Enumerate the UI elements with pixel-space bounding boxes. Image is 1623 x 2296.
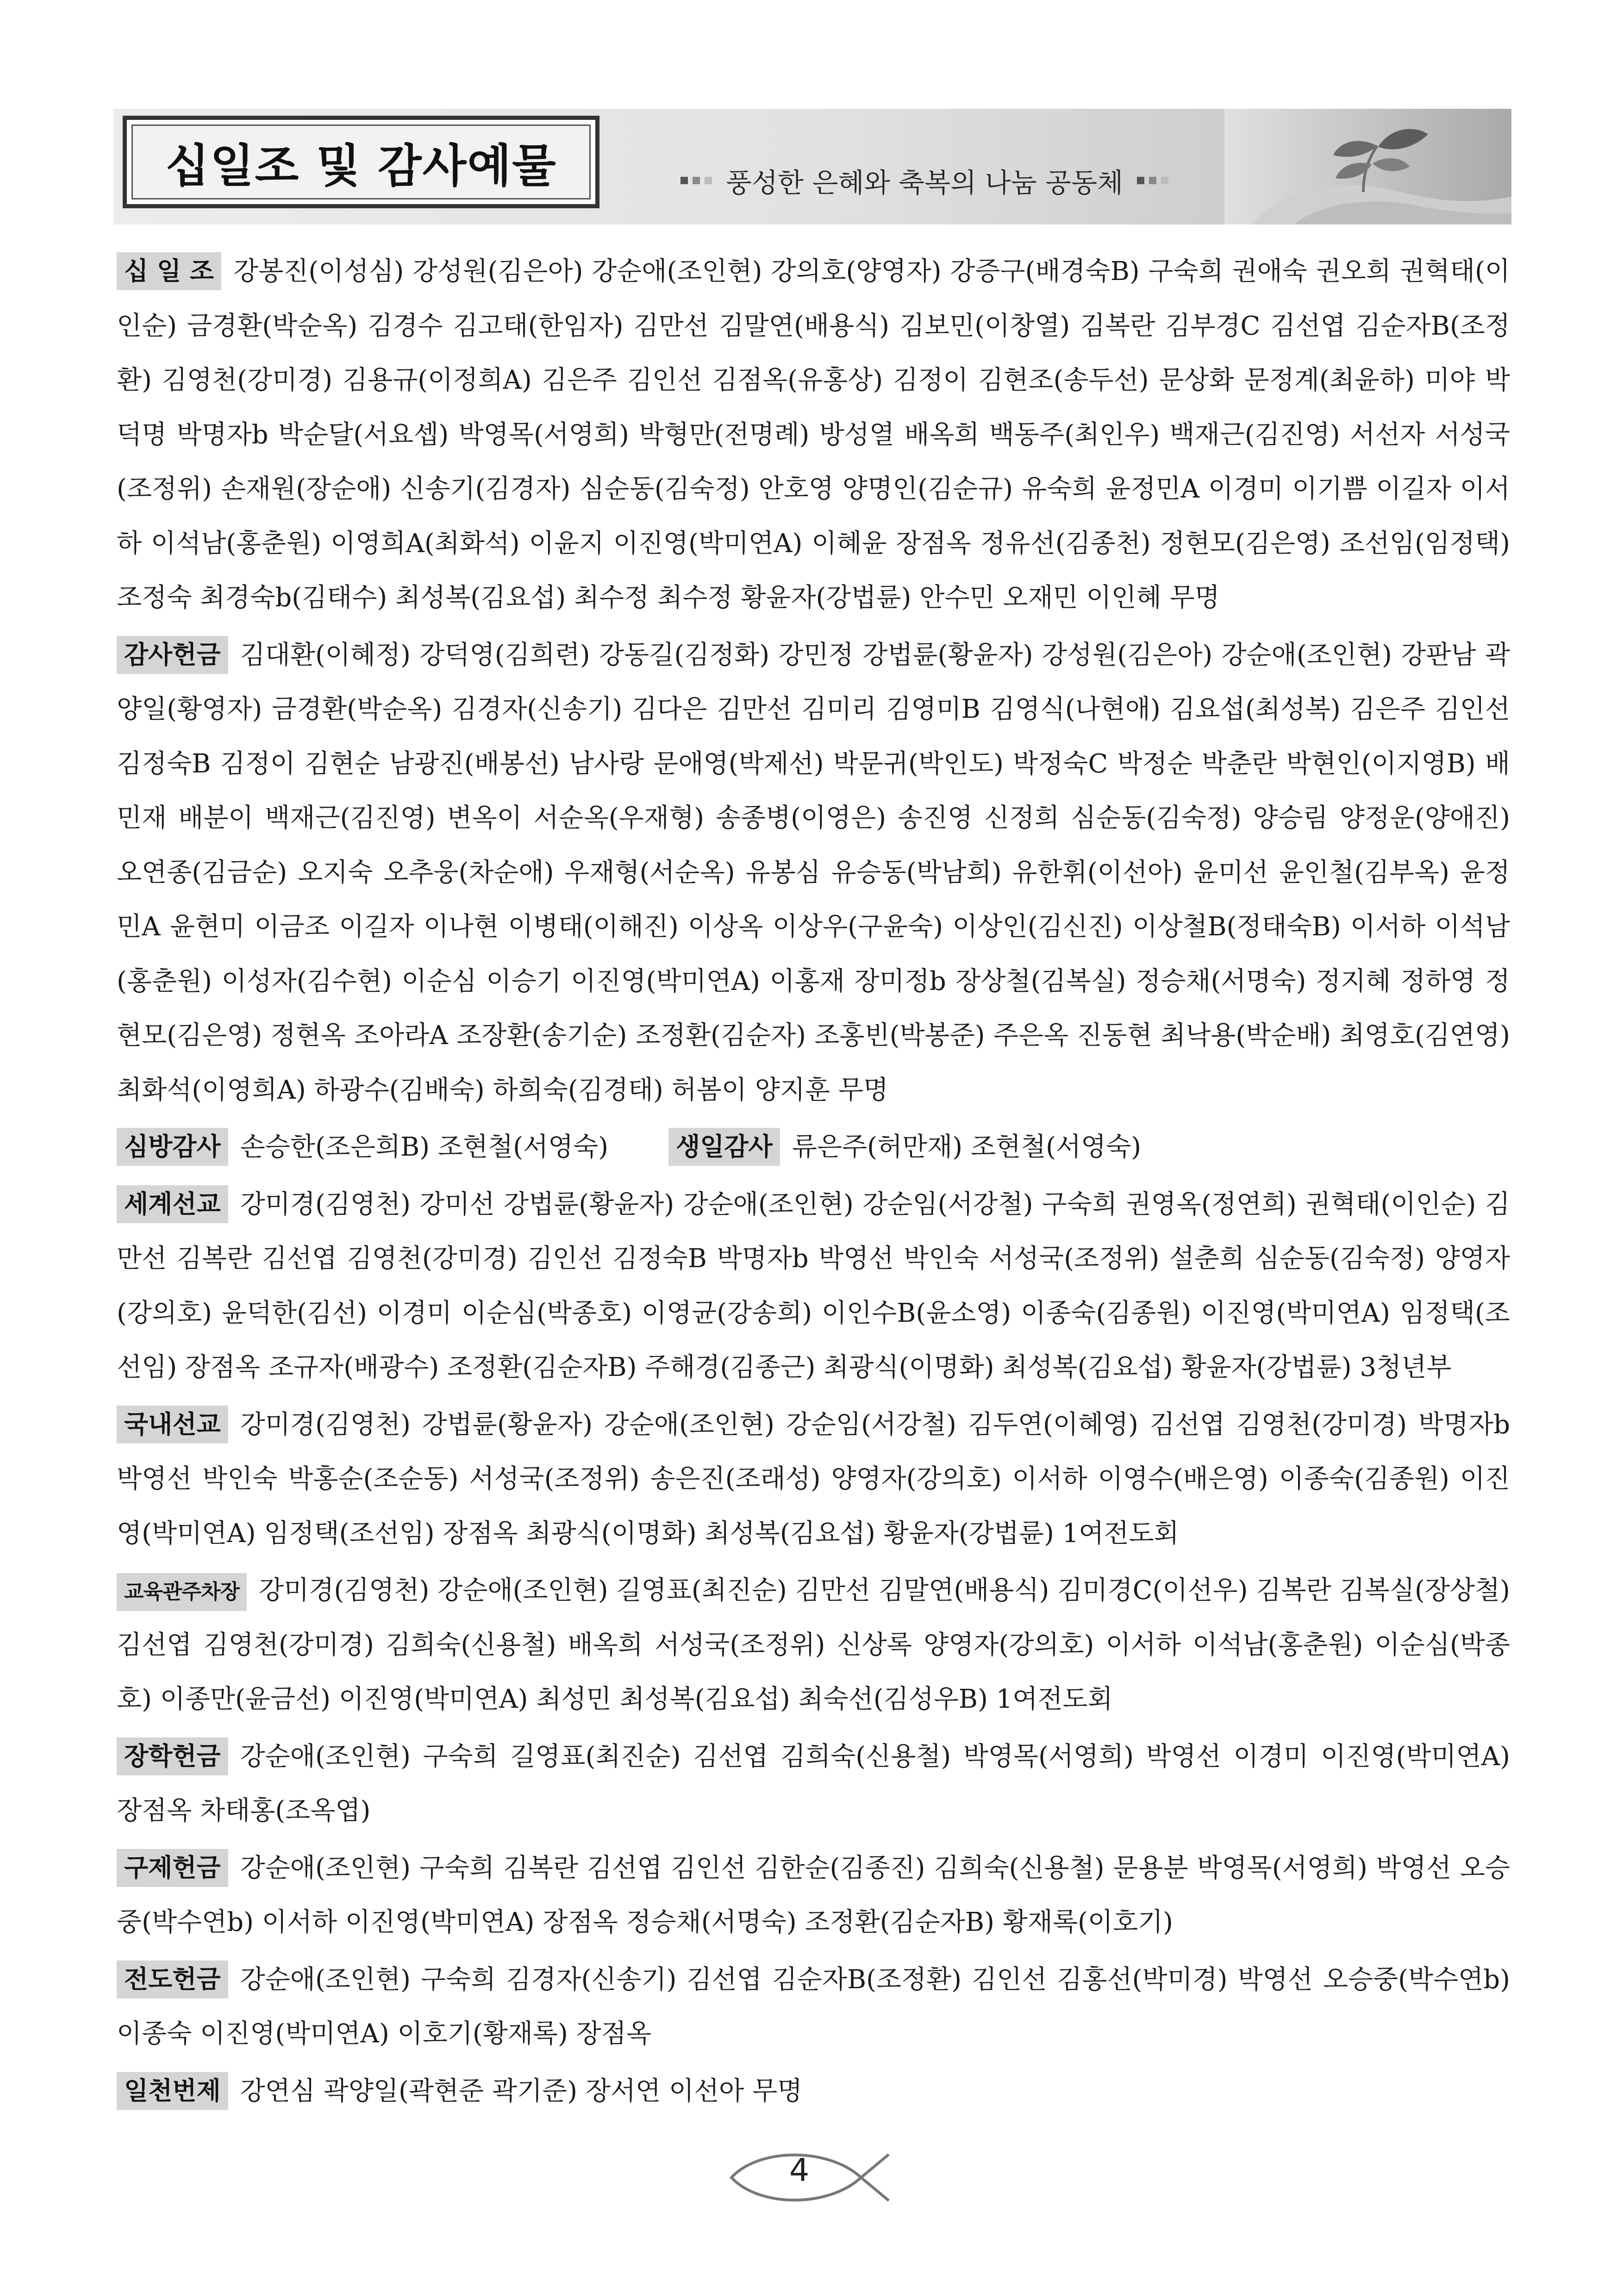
- section-label: 전도헌금: [117, 1960, 228, 1998]
- section-names: 손승한(조은희B) 조현철(서영숙): [240, 1132, 609, 1162]
- section-domestic-mission: [117, 1398, 1510, 1561]
- section-label: 국내선교: [117, 1406, 228, 1444]
- page-footer: [722, 2143, 898, 2212]
- page-number: 4: [789, 2152, 810, 2189]
- section-names: 김대환(이혜정) 강덕영(김희련) 강동길(김정화) 강민정 강법륜(황윤자) 강성원(김은아) 강순애(조인현) 강판남 곽양일(황영자) 금경환(박순옥) 김경자(신송기) 김다은 김만선 김미리 김영미B 김영식(나현애) 김요섭(최성복) 김은주 김인선 김정숙B 김정이 김현순 남광진(배봉선) 남사랑 문애영(박제선) 박문귀(박인도) 박정숙C 박정순 박춘란 박현인(이지영B) 배민재 배분이 백재근(김진영) 변옥이 서순옥(우재형) 송종병(이영은) 송진영 신정희 심순동(김숙정) 양승림 양정운(양애진) 오연종(김금순) 오지숙 오추웅(차순애) 우재형(서순옥) 유봉심 유승동(박남희) 유한휘(이선아) 윤미선 윤인철(김부옥) 윤정민A 윤현미 이금조 이길자 이나현 이병태(이해진) 이상옥 이상우(구윤숙) 이상인(김신진) 이상철B(정태숙B) 이서하 이석남(홍춘원) 이성자(김수현) 이순심 이승기 이진영(박미연A) 이홍재 장미정b 장상철(김복실) 정승채(서명숙) 정지혜 정하영 정현모(김은영) 정현옥 조아라A 조장환(송기순) 조정환(김순자) 조홍빈(박봉준) 주은옥 진동현 최낙용(박순배) 최영호(김연영) 최화석(이영희A) 하광수(김배숙) 하희숙(김경태) 허봄이 양지훈 무명: [117, 640, 1510, 1105]
- section-label: 십 일 조: [117, 252, 221, 290]
- subtitle: [680, 157, 1168, 204]
- offering-list: [117, 244, 1510, 2121]
- section-label: 장학헌금: [117, 1737, 228, 1775]
- section-label: 생일감사: [668, 1128, 780, 1166]
- page-title: 십일조 및 감사예물: [131, 124, 591, 199]
- section-scholarship: [117, 1730, 1510, 1838]
- section-label: 일천번제: [117, 2072, 228, 2110]
- section-label: 구제헌금: [117, 1849, 228, 1887]
- section-label: 감사헌금: [117, 636, 228, 674]
- right-dots-icon: [1137, 177, 1168, 184]
- section-world-mission: [117, 1177, 1510, 1395]
- section-visit-birthday: [117, 1120, 1510, 1175]
- section-names: 강순애(조인현) 구숙희 길영표(최진순) 김선엽 김희숙(신용철) 박영목(서영희) 박영선 이경미 이진영(박미연A) 장점옥 차태홍(조옥엽): [117, 1741, 1510, 1826]
- section-names: 강미경(김영천) 강순애(조인현) 길영표(최진순) 김만선 김말연(배용식) 김미경C(이선우) 김복란 김복실(장상철) 김선엽 김영천(강미경) 김희숙(신용철) 배옥희 서성국(조정위) 신상록 양영자(강의호) 이서하 이석남(홍춘원) 이순심(박종호) 이종만(윤금선) 이진영(박미연A) 최성민 최성복(김요섭) 최숙선(김성우B) 1여전도회: [117, 1575, 1510, 1714]
- hands-plant-image: [1224, 109, 1511, 224]
- left-dots-icon: [680, 177, 712, 184]
- section-relief: [117, 1841, 1510, 1950]
- section-names: 강연심 곽양일(곽현준 곽기준) 장서연 이선아 무명: [240, 2076, 803, 2106]
- fish-icon: [722, 2143, 898, 2212]
- section-thanks: [117, 628, 1510, 1118]
- section-names: 강미경(김영천) 강법륜(황윤자) 강순애(조인현) 강순임(서강철) 김두연(이혜영) 김선엽 김영천(강미경) 박명자b 박영선 박인숙 박홍순(조순동) 서성국(조정위) 송은진(조래성) 양영자(강의호) 이서하 이영수(배은영) 이종숙(김종원) 이진영(박미연A) 임정택(조선임) 장점옥 최광식(이명화) 최성복(김요섭) 황윤자(강법륜) 1여전도회: [117, 1409, 1510, 1549]
- section-names: 강순애(조인현) 구숙희 김복란 김선엽 김인선 김한순(김종진) 김희숙(신용철) 문용분 박영목(서영희) 박영선 오승중(박수연b) 이서하 이진영(박미연A) 장점옥 정승채(서명숙) 조정환(김순자B) 황재록(이호기): [117, 1853, 1510, 1937]
- section-label: 세계선교: [117, 1185, 228, 1223]
- section-label: 교육관주차장: [117, 1573, 247, 1611]
- section-tithe: [117, 244, 1510, 625]
- section-names: 류은주(허만재) 조현철(서영숙): [792, 1132, 1142, 1162]
- section-evangelism: [117, 1953, 1510, 2061]
- title-box: [123, 116, 599, 208]
- section-visit-thanks: [117, 1120, 608, 1175]
- section-names: 강미경(김영천) 강미선 강법륜(황윤자) 강순애(조인현) 강순임(서강철) 구숙희 권영옥(정연희) 권혁태(이인순) 김만선 김복란 김선엽 김영천(강미경) 김인선 김정숙B 박명자b 박영선 박인숙 서성국(조정위) 설춘희 심순동(김숙정) 양영자(강의호) 윤덕한(김선) 이경미 이순심(박종호) 이영균(강송희) 이인수B(윤소영) 이종숙(김종원) 이진영(박미연A) 임정택(조선임) 장점옥 조규자(배광수) 조정환(김순자B) 주해경(김종근) 최광식(이명화) 최성복(김요섭) 황윤자(강법륜) 3청년부: [117, 1189, 1510, 1382]
- section-education-parking: [117, 1563, 1510, 1727]
- section-label: 심방감사: [117, 1128, 228, 1166]
- section-thousand-offering: [117, 2064, 1510, 2119]
- section-birthday-thanks: [668, 1120, 1141, 1175]
- header-photo: [1224, 109, 1511, 224]
- section-names: 강순애(조인현) 구숙희 김경자(신송기) 김선엽 김순자B(조정환) 김인선 김홍선(박미경) 박영선 오승중(박수연b) 이종숙 이진영(박미연A) 이호기(황재록) 장점옥: [117, 1964, 1510, 2049]
- subtitle-text: 풍성한 은혜와 축복의 나눔 공동체: [726, 167, 1124, 199]
- section-names: 강봉진(이성심) 강성원(김은아) 강순애(조인현) 강의호(양영자) 강증구(배경숙B) 구숙희 권애숙 권오희 권혁태(이인순) 금경환(박순옥) 김경수 김고태(한임자) 김만선 김말연(배용식) 김보민(이창열) 김복란 김부경C 김선엽 김순자B(조정환) 김영천(강미경) 김용규(이정희A) 김은주 김인선 김점옥(유홍상) 김정이 김현조(송두선) 문상화 문정계(최윤하) 미야 박덕명 박명자b 박순달(서요셉) 박영목(서영희) 박형만(전명례) 방성열 배옥희 백동주(최인우) 백재근(김진영) 서선자 서성국(조정위) 손재원(장순애) 신송기(김경자) 심순동(김숙정) 안호영 양명인(김순규) 유숙희 윤정민A 이경미 이기쁨 이길자 이서하 이석남(홍춘원) 이영희A(최화석) 이윤지 이진영(박미연A) 이혜윤 장점옥 정유선(김종천) 정현모(김은영) 조선임(임정택) 조정숙 최경숙b(김태수) 최성복(김요섭) 최수정 최수정 황윤자(강법륜) 안수민 오재민 이인혜 무명: [117, 256, 1510, 613]
